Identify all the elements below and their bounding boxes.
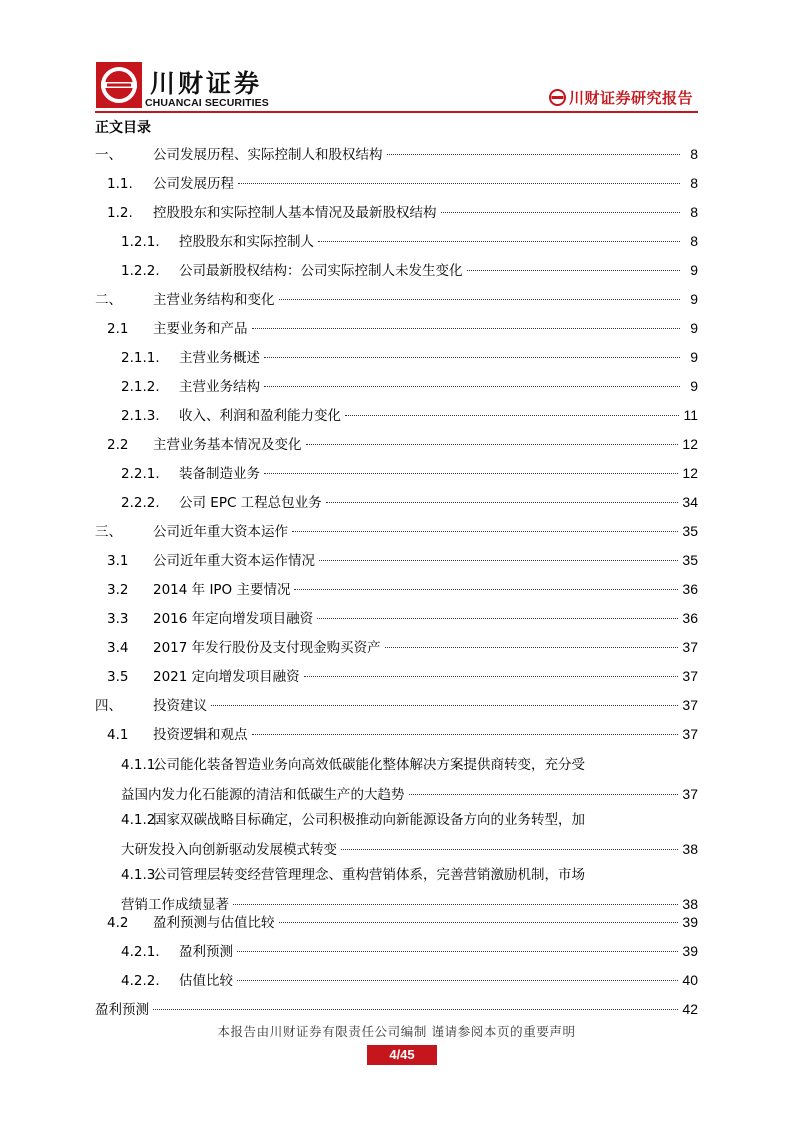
toc-entry-page: 37 (682, 668, 698, 684)
toc-entry-page: 36 (682, 610, 698, 626)
toc-entry-page: 8 (690, 204, 698, 220)
toc-entry[interactable] (95, 343, 698, 372)
page-header (0, 0, 793, 112)
toc-leader-dots (292, 531, 678, 532)
toc-entry[interactable] (95, 517, 698, 546)
toc-leader-dots (317, 618, 678, 619)
toc-entry[interactable] (95, 806, 698, 864)
toc-entry-number: 2.1 (107, 321, 129, 337)
toc-entry-number: 3.4 (107, 640, 129, 656)
toc-entry[interactable] (95, 198, 698, 227)
toc-title: 正文目录 (95, 120, 151, 136)
toc-leader-dots (385, 647, 679, 648)
toc-entry-title: 盈利预测 (95, 1002, 149, 1018)
toc-entry-page: 35 (682, 552, 698, 568)
toc-entry-page: 8 (690, 175, 698, 191)
toc-entry[interactable] (95, 227, 698, 256)
toc-entry-number: 2.1.3. (121, 408, 160, 424)
toc-entry-number: 2.1.2. (121, 379, 160, 395)
report-label-text: 川财证券研究报告 (569, 88, 694, 107)
toc-entry-number: 三、 (95, 524, 122, 540)
toc-entry[interactable] (95, 720, 698, 749)
toc-entry-title: 公司近年重大资本运作情况 (153, 553, 315, 569)
toc-entry-page: 11 (683, 407, 698, 423)
toc-entry-number: 3.1 (107, 553, 129, 569)
toc-leader-dots (294, 589, 678, 590)
footer-disclaimer: 本报告由川财证券有限责任公司编制 谨请参阅本页的重要声明 (217, 1024, 576, 1039)
toc-leader-dots (279, 922, 679, 923)
toc-entry-title: 主营业务基本情况及变化 (153, 437, 302, 453)
toc-entry-number: 1.2. (107, 205, 133, 221)
toc-entry[interactable] (95, 372, 698, 401)
toc-entry-title: 公司近年重大资本运作 (153, 524, 288, 540)
brand-name-cn: 川财证券 (150, 69, 263, 98)
toc-entry-title: 估值比较 (179, 973, 233, 989)
toc-leader-dots (467, 270, 681, 271)
toc-entry-page: 12 (682, 465, 698, 481)
toc-entry-page: 36 (682, 581, 698, 597)
toc-leader-dots (237, 951, 678, 952)
toc-entry-title: 公司 EPC 工程总包业务 (179, 495, 322, 511)
toc-leader-dots (252, 734, 679, 735)
toc-entry-title: 装备制造业务 (179, 466, 260, 482)
toc-entry-page: 37 (682, 697, 698, 713)
toc-entry[interactable] (95, 691, 698, 720)
toc-entry[interactable] (95, 633, 698, 662)
toc-entry-page: 9 (690, 349, 698, 365)
toc-entry-page: 9 (690, 320, 698, 336)
toc-leader-dots (345, 415, 679, 416)
toc-entry-title: 2017 年发行股份及支付现金购买资产 (153, 640, 381, 656)
toc-entry-title: 盈利预测 (179, 944, 233, 960)
toc-leader-dots (409, 794, 679, 795)
toc-entry-title: 控股股东和实际控制人基本情况及最新股权结构 (153, 205, 437, 221)
toc-entry-page: 39 (682, 914, 698, 930)
toc-entry-title-line2: 大研发投入向创新驱动发展模式转变 (121, 842, 337, 858)
toc-entry-number: 4.1 (107, 727, 129, 743)
toc-entry-title: 2021 定向增发项目融资 (153, 669, 300, 685)
toc-entry-number: 2.2.1. (121, 466, 160, 482)
toc-entry-title-line1: 公司管理层转变经营管理理念、重构营销体系，完善营销激励机制，市场 (153, 867, 585, 883)
toc-entry-page: 12 (682, 436, 698, 452)
toc-leader-dots (326, 502, 679, 503)
toc-entry[interactable] (95, 937, 698, 966)
toc-entry-title: 2014 年 IPO 主要情况 (153, 582, 291, 598)
toc-entry-title-line2: 益国内发力化石能源的清洁和低碳生产的大趋势 (121, 787, 405, 803)
toc-entry-page: 8 (690, 233, 698, 249)
toc-entry[interactable] (95, 995, 698, 1024)
toc-entry[interactable] (95, 256, 698, 285)
toc-entry[interactable] (95, 401, 698, 430)
toc-entry-number: 二、 (95, 292, 122, 308)
toc-entry[interactable] (95, 488, 698, 517)
brand-name-en: CHUANCAI SECURITIES (145, 97, 269, 109)
toc-entry-page: 9 (690, 378, 698, 394)
toc-entry[interactable] (95, 604, 698, 633)
page-number: 4/45 (367, 1045, 437, 1065)
toc-entry-page: 37 (682, 639, 698, 655)
toc-leader-dots (153, 1009, 678, 1010)
toc-entry[interactable] (95, 430, 698, 459)
toc-entry-title: 公司发展历程 (153, 176, 234, 192)
toc-entry-number: 1.2.2. (121, 263, 160, 279)
toc-entry-title-line1: 国家双碳战略目标确定，公司积极推动向新能源设备方向的业务转型，加 (153, 812, 585, 828)
toc-entry-title: 投资逻辑和观点 (153, 727, 248, 743)
toc-entry-number: 3.5 (107, 669, 129, 685)
toc-entry-number: 2.2 (107, 437, 129, 453)
toc-entry-title: 公司最新股权结构：公司实际控制人未发生变化 (179, 263, 463, 279)
toc-entry[interactable] (95, 908, 698, 937)
toc-entry-number: 4.1.1. (121, 757, 160, 773)
toc-entry-title: 2016 年定向增发项目融资 (153, 611, 314, 627)
report-label (549, 87, 693, 107)
toc-entry-number: 2.2.2. (121, 495, 160, 511)
toc-entry-number: 2.1.1. (121, 350, 160, 366)
toc-entry-page: 38 (682, 841, 698, 857)
toc-entry[interactable] (95, 140, 698, 169)
toc-leader-dots (341, 849, 678, 850)
chuancai-small-logo-icon (549, 89, 566, 106)
toc-leader-dots (264, 473, 678, 474)
toc-leader-dots (264, 386, 680, 387)
toc-entry-title: 主营业务结构和变化 (153, 292, 275, 308)
toc-leader-dots (237, 980, 678, 981)
toc-leader-dots (279, 299, 681, 300)
toc-entry[interactable] (95, 751, 698, 809)
toc-entry-page: 42 (682, 1001, 698, 1017)
toc-leader-dots (264, 357, 680, 358)
toc-leader-dots (211, 705, 678, 706)
toc-entry[interactable] (95, 966, 698, 995)
toc-entry[interactable] (95, 662, 698, 691)
toc-leader-dots (306, 444, 679, 445)
toc-entry-number: 4.1.3. (121, 867, 160, 883)
toc-entry-title-line1: 公司能化装备智造业务向高效低碳能化整体解决方案提供商转变，充分受 (153, 757, 585, 773)
toc-entry[interactable] (95, 575, 698, 604)
toc-entry-title: 主营业务结构 (179, 379, 260, 395)
toc-entry-number: 4.2.2. (121, 973, 160, 989)
toc-entry-page: 34 (682, 494, 698, 510)
toc-entry-title: 主营业务概述 (179, 350, 260, 366)
toc-entry-number: 3.2 (107, 582, 129, 598)
toc-leader-dots (233, 904, 678, 905)
toc-entry-page: 9 (690, 262, 698, 278)
toc-leader-dots (252, 328, 681, 329)
toc-entry-title: 投资建议 (153, 698, 207, 714)
toc-entry-number: 1.1. (107, 176, 133, 192)
toc-entry-page: 39 (682, 943, 698, 959)
toc-entry[interactable] (95, 169, 698, 198)
toc-entry-page: 9 (690, 291, 698, 307)
toc-entry-title: 控股股东和实际控制人 (179, 234, 314, 250)
toc-entry-number: 4.1.2. (121, 812, 160, 828)
toc-entry-title: 收入、利润和盈利能力变化 (179, 408, 341, 424)
toc-entry-number: 4.2.1. (121, 944, 160, 960)
toc-entry-page: 37 (682, 786, 698, 802)
toc-leader-dots (304, 676, 679, 677)
toc-entry-number: 一、 (95, 147, 122, 163)
toc-entry-title: 主要业务和产品 (153, 321, 248, 337)
toc-entry-page: 40 (682, 972, 698, 988)
toc-entry-title-line2: 营销工作成绩显著 (121, 897, 229, 913)
toc-entry-number: 1.2.1. (121, 234, 160, 250)
toc-entry[interactable] (95, 285, 698, 314)
toc-entry-number: 3.3 (107, 611, 129, 627)
toc-leader-dots (387, 154, 681, 155)
toc-entry-number: 四、 (95, 698, 122, 714)
toc-entry-title: 盈利预测与估值比较 (153, 915, 275, 931)
toc-entry-page: 38 (682, 896, 698, 912)
toc-leader-dots (238, 183, 680, 184)
toc-entry[interactable] (95, 459, 698, 488)
toc-entry-title: 公司发展历程、实际控制人和股权结构 (153, 147, 383, 163)
toc-entry[interactable] (95, 314, 698, 343)
toc-leader-dots (319, 560, 678, 561)
toc-leader-dots (441, 212, 681, 213)
chuancai-logo-icon (96, 62, 142, 108)
toc-entry-page: 8 (690, 146, 698, 162)
toc-entry-page: 35 (682, 523, 698, 539)
toc-entry-page: 37 (682, 726, 698, 742)
toc-entry[interactable] (95, 546, 698, 575)
toc-entry-number: 4.2 (107, 915, 129, 931)
toc-leader-dots (318, 241, 680, 242)
header-divider (95, 111, 698, 113)
